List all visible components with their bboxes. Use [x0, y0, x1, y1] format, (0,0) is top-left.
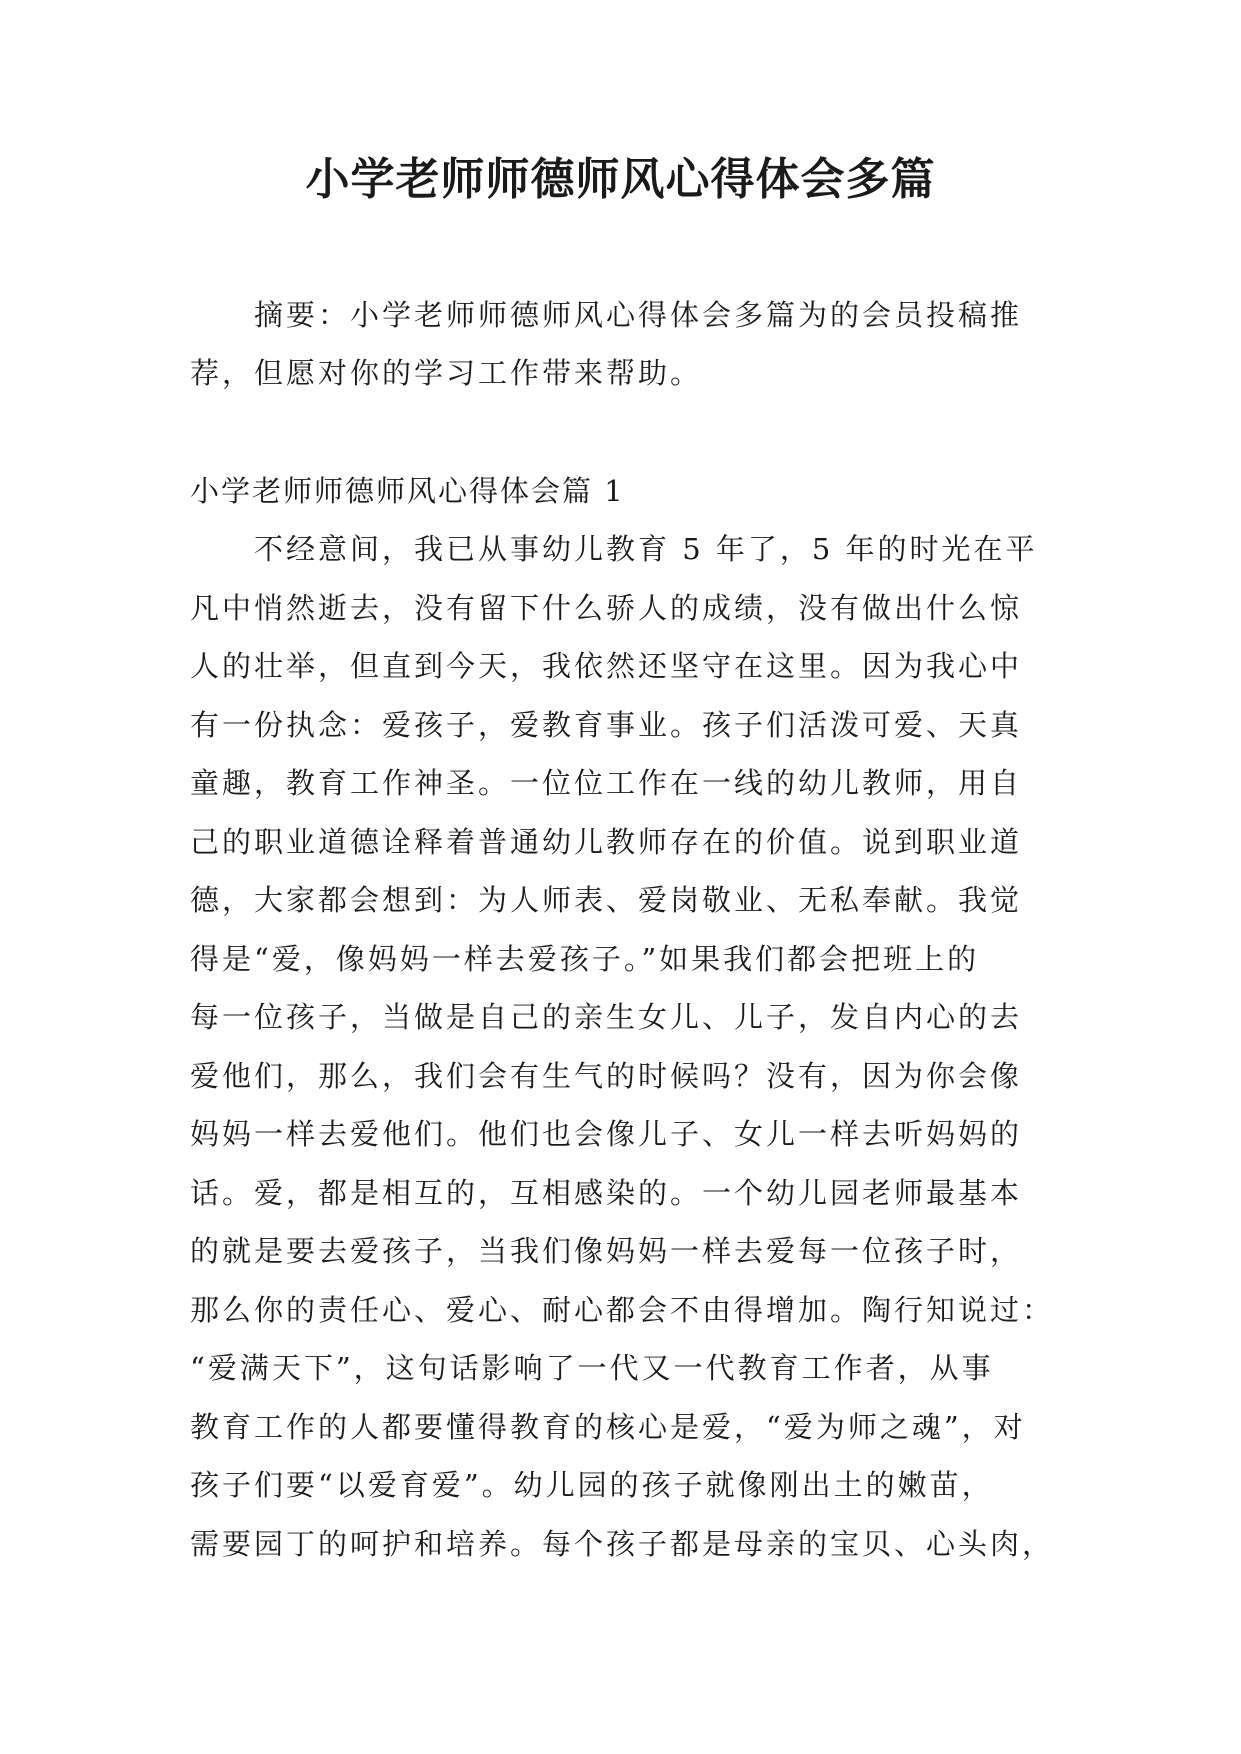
- paragraph-line: 妈妈一样去爱他们。他们也会像儿子、女儿一样去听妈妈的: [190, 1117, 1023, 1151]
- paragraph-line: 那么你的责任心、爱心、耐心都会不由得增加。陶行知说过：: [190, 1292, 1055, 1327]
- paragraph-line: 的就是要去爱孩子，当我们像妈妈一样去爱每一位孩子时，: [190, 1234, 1023, 1268]
- paragraph-line: 需要园丁的呵护和培养。每个孩子都是母亲的宝贝、心头肉，: [190, 1526, 1055, 1561]
- abstract-line: 摘要：小学老师师德师风心得体会多篇为的会员投稿推: [254, 298, 1023, 332]
- paragraph-line: 童趣，教育工作神圣。一位位工作在一线的幼儿教师，用自: [190, 766, 1023, 800]
- paragraph-line: 每一位孩子，当做是自己的亲生女儿、儿子，发自内心的去: [190, 1000, 1023, 1034]
- section-heading: 小学老师师德师风心得体会篇 1: [190, 474, 625, 508]
- paragraph-line: 得是“爱，像妈妈一样去爱孩子。”如果我们都会把班上的: [190, 941, 980, 976]
- paragraph: [190, 520, 1055, 1573]
- paragraph-line: 人的壮举，但直到今天，我依然还坚守在这里。因为我心中: [190, 649, 1023, 683]
- paragraph-line: 有一份执念：爱孩子，爱教育事业。孩子们活泼可爱、天真: [190, 707, 1023, 742]
- paragraph-line: 己的职业道德诠释着普通幼儿教师存在的价值。说到职业道: [190, 824, 1023, 859]
- paragraph-line: “爱满天下”，这句话影响了一代又一代教育工作者，从事: [190, 1351, 994, 1385]
- abstract: [190, 286, 1052, 402]
- abstract-line: 荐，但愿对你的学习工作带来帮助。: [190, 356, 703, 390]
- paragraph-line: 孩子们要“以爱育爱”。幼儿园的孩子就像刚出土的嫩苗，: [190, 1468, 994, 1502]
- paragraph-line: 话。爱，都是相互的，互相感染的。一个幼儿园老师最基本: [190, 1175, 1023, 1210]
- paragraph-line: 凡中悄然逝去，没有留下什么骄人的成绩，没有做出什么惊: [190, 590, 1023, 625]
- document-title: 小学老师师德师风心得体会多篇: [305, 154, 936, 205]
- paragraph-line: 爱他们，那么，我们会有生气的时候吗？没有，因为你会像: [190, 1058, 1023, 1093]
- paragraph-line: 不经意间，我已从事幼儿教育 5 年了，5 年的时光在平: [254, 532, 1038, 566]
- paragraph-line: 教育工作的人都要懂得教育的核心是爱，“爱为师之魂”，对: [190, 1409, 1026, 1444]
- paragraph-line: 德，大家都会想到：为人师表、爱岗敬业、无私奉献。我觉: [190, 883, 1023, 917]
